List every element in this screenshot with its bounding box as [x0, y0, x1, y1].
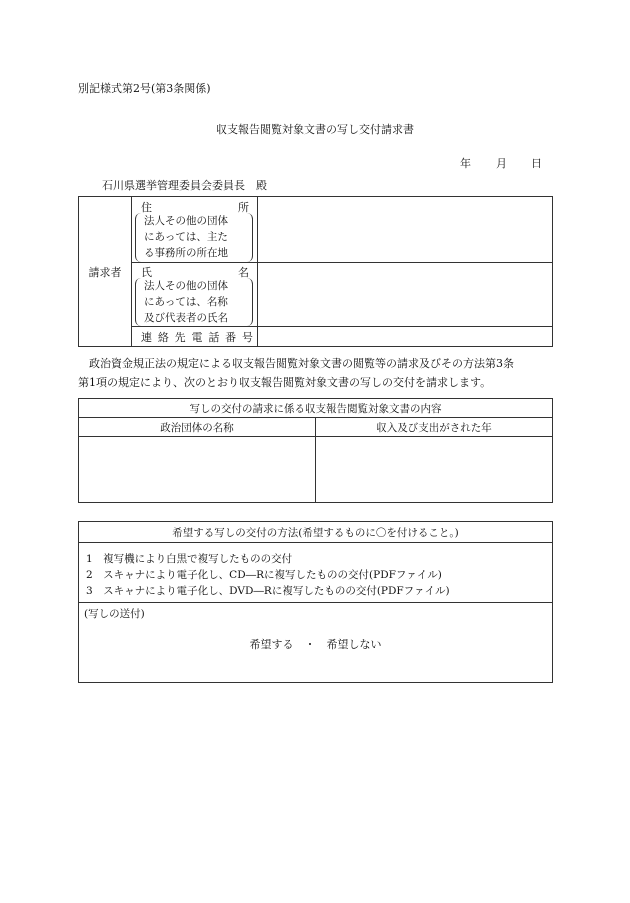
- address-input-area[interactable]: [259, 198, 551, 261]
- mailing-choice[interactable]: 希望する ・ 希望しない: [249, 638, 382, 651]
- name-note-line: 法人その他の団体: [144, 280, 228, 292]
- content-table-header: 写しの交付の請求に係る収支報告閲覧対象文書の内容: [189, 403, 442, 415]
- address-note-line: る事務所の所在地: [144, 247, 228, 259]
- organization-name-input-area[interactable]: [80, 437, 314, 501]
- name-note-line: にあっては、名称: [144, 296, 228, 308]
- method-table: [78, 521, 553, 683]
- address-note-line: にあっては、主た: [144, 231, 228, 243]
- form-number: 別記様式第2号(第3条関係): [78, 82, 211, 95]
- name-input-area[interactable]: [259, 263, 551, 325]
- name-note-line: 及び代表者の氏名: [144, 312, 228, 324]
- body-paragraph-line: 第1項の規定により、次のとおり収支報告閲覧対象文書の写しの交付を請求します。: [78, 376, 492, 389]
- method-option-3[interactable]: 3 スキャナにより電子化し、DVD―Rに複写したものの交付(PDFファイル): [86, 585, 450, 597]
- year-input-area[interactable]: [316, 437, 551, 501]
- address-note-line: 法人その他の団体: [144, 215, 228, 227]
- column-header-organization-name: 政治団体の名称: [160, 422, 234, 434]
- document-title: 収支報告閲覧対象文書の写し交付請求書: [216, 123, 414, 136]
- method-table-header: 希望する写しの交付の方法(希望するものに〇を付けること。): [172, 527, 459, 539]
- addressee: 石川県選挙管理委員会委員長 殿: [102, 179, 267, 192]
- method-option-2[interactable]: 2 スキャナにより電子化し、CD―Rに複写したものの交付(PDFファイル): [86, 569, 442, 581]
- phone-label: 連 絡 先 電 話 番 号: [141, 331, 253, 344]
- date-month-label: 月: [496, 157, 507, 170]
- body-paragraph-line: 政治資金規正法の規定による収支報告閲覧対象文書の閲覧等の請求及びその方法第3条: [89, 357, 514, 370]
- requester-table: [78, 196, 553, 347]
- address-label: 住 所: [141, 201, 249, 214]
- address-note-bracket: [135, 213, 253, 262]
- mailing-label: (写しの送付): [84, 608, 145, 620]
- date-day-label: 日: [531, 157, 542, 170]
- column-header-year: 収入及び支出がされた年: [376, 422, 492, 434]
- phone-input-area[interactable]: [259, 327, 551, 345]
- requester-label: 請求者: [88, 266, 122, 279]
- date-year-label: 年: [460, 157, 471, 170]
- content-table: [78, 398, 553, 503]
- name-note-bracket: [135, 278, 253, 326]
- method-option-1[interactable]: 1 複写機により白黒で複写したものの交付: [86, 553, 293, 565]
- name-label: 氏 名: [141, 266, 249, 279]
